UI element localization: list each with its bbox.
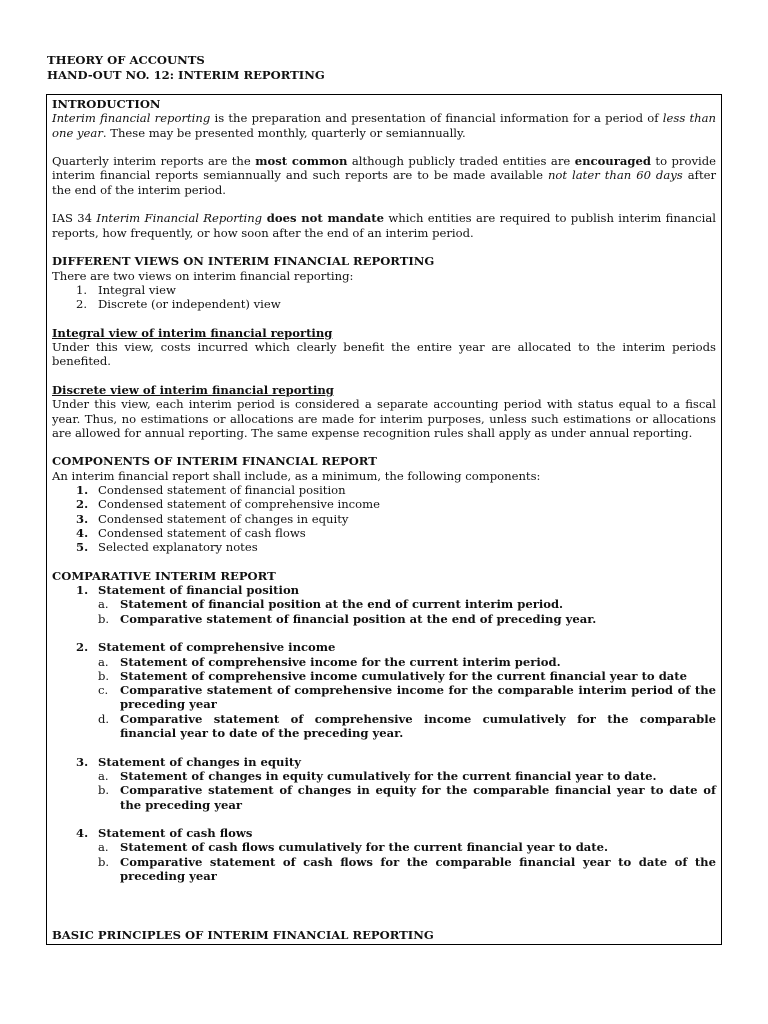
components-lead: An interim financial report shall include, as a minimum, the following components:	[52, 468, 541, 483]
term-ias34: Interim Financial Reporting	[96, 211, 263, 226]
views-list	[52, 283, 716, 312]
sub-item: d. Comparative statement of comprehensive income cumulatively for the comparable financial year to date of the preceding year.	[98, 711, 716, 741]
components-heading: COMPONENTS OF INTERIM FINANCIAL REPORT	[52, 454, 377, 469]
intro-paragraph-1	[52, 111, 716, 140]
views-lead: There are two views on interim financial reporting:	[52, 268, 354, 283]
list-item: 3. Statement of changes in equity	[76, 754, 301, 769]
text: after the end of the interim period.	[52, 168, 717, 197]
sub-item: a. Statement of cash flows cumulatively for the current financial year to date.	[98, 840, 609, 855]
sub-item: b. Comparative statement of changes in equity for the comparable financial year to date of the preceding year	[98, 783, 716, 812]
intro-paragraph-3	[52, 211, 716, 240]
sub-item: b. Comparative statement of cash flows for the comparable financial year to date of the preceding year	[98, 854, 716, 884]
list-item: 3. Condensed statement of changes in equity	[76, 511, 349, 526]
term-interim-financial-reporting: Interim financial reporting	[52, 111, 211, 126]
list-item: 2. Condensed statement of comprehensive income	[76, 497, 380, 512]
text: to provide interim financial reports semiannually and such reports are to be made available	[52, 154, 716, 183]
sub-item: a. Statement of financial position at the end of current interim period.	[98, 597, 564, 612]
text: although publicly traded entities are	[347, 154, 575, 169]
document-header	[47, 53, 325, 82]
term-60-days: not later than 60 days	[547, 168, 683, 183]
emphasis-most-common: most common	[255, 154, 348, 169]
sub-item: a. Statement of comprehensive income for the current interim period.	[98, 654, 561, 669]
text: Quarterly interim reports are the	[52, 154, 256, 169]
list-item: 1. Condensed statement of financial position	[76, 483, 346, 498]
components-list	[52, 483, 716, 554]
list-item: 4. Condensed statement of cash flows	[76, 525, 306, 540]
content-box	[46, 94, 722, 945]
integral-text: Under this view, costs incurred which clearly benefit the entire year are allocated to the interim periods benefited.	[52, 340, 716, 369]
comparative-heading: COMPARATIVE INTERIM REPORT	[52, 568, 276, 583]
list-item: 1. Integral view	[76, 282, 176, 297]
basic-principles-heading: BASIC PRINCIPLES OF INTERIM FINANCIAL REPORTING	[52, 928, 434, 942]
content-body	[52, 97, 716, 883]
list-item: 5. Selected explanatory notes	[76, 540, 258, 555]
handout-title: HAND-OUT NO. 12: INTERIM REPORTING	[47, 67, 325, 82]
sub-item: b. Statement of comprehensive income cumulatively for the current financial year to date	[98, 668, 688, 683]
course-title: THEORY OF ACCOUNTS	[47, 53, 205, 67]
emphasis-encouraged: encouraged	[574, 154, 651, 169]
comparative-list	[52, 583, 716, 883]
integral-heading: Integral view of interim financial reporting	[52, 325, 333, 340]
list-item: 1. Statement of financial position	[76, 583, 300, 598]
sub-item: b. Comparative statement of financial position at the end of preceding year.	[98, 611, 597, 626]
intro-paragraph-2	[52, 154, 716, 197]
emphasis-does-not-mandate: does not mandate	[262, 211, 384, 226]
text: IAS 34	[52, 211, 97, 226]
list-item: 2. Statement of comprehensive income	[76, 640, 336, 655]
sub-item: c. Comparative statement of comprehensive income for the comparable interim period of the preceding year	[98, 683, 716, 712]
text: is the preparation and presentation of financial information for a period of	[210, 111, 663, 126]
views-heading: DIFFERENT VIEWS ON INTERIM FINANCIAL REPORTING	[52, 254, 435, 269]
text: . These may be presented monthly, quarterly or semiannually.	[102, 125, 466, 140]
term-less-than-one-year: less than one year	[52, 111, 716, 140]
text: which entities are required to publish interim financial reports, how frequently, or how soon after the end of an interim period.	[52, 211, 716, 240]
list-item: 2. Discrete (or independent) view	[76, 297, 281, 312]
discrete-text: Under this view, each interim period is considered a separate accounting period with status equal to a fiscal year. Thus, no estimations or allocations are made for interim purposes, unless such estimations or allocations are allowed for annual reporting. The same expense recognition rules shall apply as under annual reporting.	[52, 397, 716, 440]
sub-item: a. Statement of changes in equity cumulatively for the current financial year to date.	[98, 768, 657, 783]
intro-heading: INTRODUCTION	[52, 97, 161, 111]
discrete-heading: Discrete view of interim financial reporting	[52, 382, 334, 397]
list-item: 4. Statement of cash flows	[76, 826, 253, 841]
